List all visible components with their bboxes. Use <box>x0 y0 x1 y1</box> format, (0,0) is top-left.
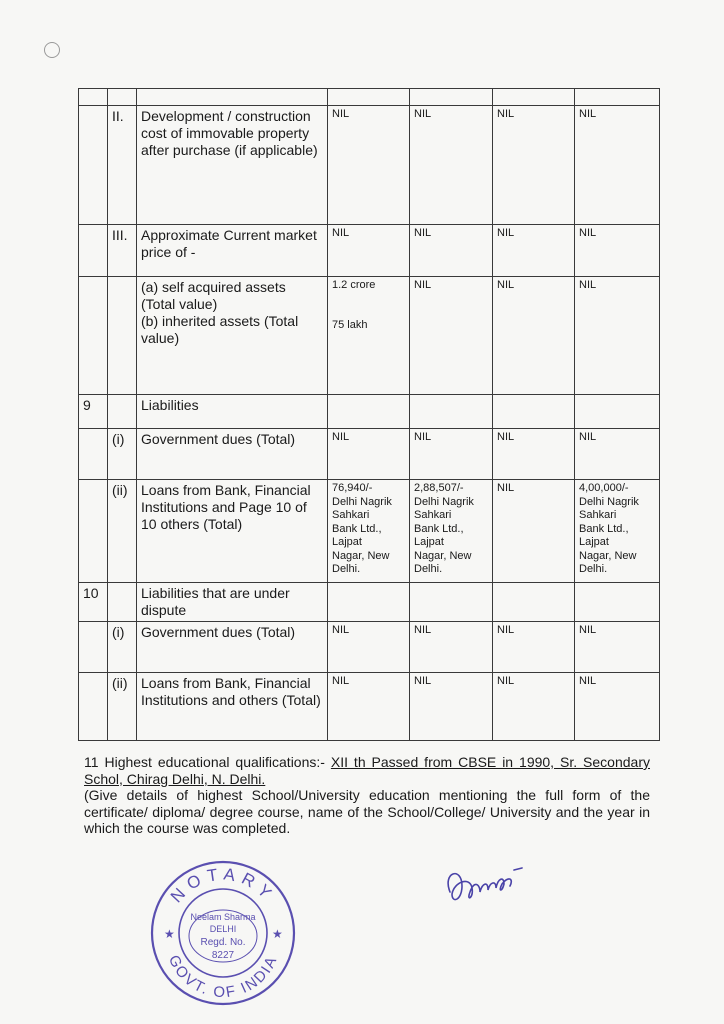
loan-value-cell: NIL <box>493 480 575 583</box>
value-cell: NIL <box>410 106 493 225</box>
value-cell: NIL <box>575 673 660 741</box>
value-cell: NIL <box>328 429 410 480</box>
row-number: (ii) <box>108 480 137 583</box>
self-acquired-value: 1.2 crore <box>332 279 376 291</box>
section-number: 9 <box>79 395 108 429</box>
row-description: Development / construction cost of immovable property after purchase (if applicable) <box>137 106 328 225</box>
section-number: 10 <box>79 583 108 622</box>
seal-reg-number: 8227 <box>211 950 235 961</box>
seal-reg-label: Regd. No. <box>200 937 246 948</box>
qualification-note: (Give details of highest School/University education mentioning the full form of the certificate/ diploma/ degree course, name of the School/College/ University and the year in which the course was completed. <box>84 787 650 836</box>
value-cell: NIL <box>493 429 575 480</box>
seal-city: DELHI <box>209 924 237 934</box>
row-description: Government dues (Total) <box>137 622 328 673</box>
svg-text:NOTARY <box>167 864 279 906</box>
value-cell: NIL <box>410 429 493 480</box>
section-title: Liabilities that are under dispute <box>137 583 328 622</box>
inherited-label: (b) inherited assets (Total value) <box>141 313 299 346</box>
value-cell: NIL <box>575 277 660 395</box>
value-cell: NIL <box>575 429 660 480</box>
qualification-answer: XII th Passed from CBSE in 1990, Sr. Secondary Schol, Chirag Delhi, N. Delhi. <box>84 754 650 787</box>
section-row <box>79 395 660 429</box>
table-row <box>79 673 660 741</box>
seal-bottom-text: GOVT. OF INDIA <box>164 952 282 1002</box>
value-cell: NIL <box>575 622 660 673</box>
row-description: Loans from Bank, Financial Institutions and Page 10 of 10 others (Total) <box>137 480 328 583</box>
seal-notary-name: Neelam Sharma <box>190 912 256 922</box>
loan-value-cell: 4,00,000/- Delhi Nagrik Sahkari Bank Ltd., Lajpat Nagar, New Delhi. <box>575 480 660 583</box>
value-cell <box>328 277 410 395</box>
value-cell: NIL <box>328 106 410 225</box>
self-acquired-label: (a) self acquired assets (Total value) <box>141 279 286 312</box>
value-cell: NIL <box>328 673 410 741</box>
inherited-value: 75 lakh <box>332 318 368 331</box>
row-number: (i) <box>108 622 137 673</box>
table-row <box>79 225 660 277</box>
value-cell: NIL <box>493 277 575 395</box>
education-qualification-section <box>84 754 650 837</box>
seal-top-text: NOTARY <box>166 864 280 907</box>
loan-value-cell: 2,88,507/- Delhi Nagrik Sahkari Bank Ltd., Lajpat Nagar, New Delhi. <box>410 480 493 583</box>
qualification-lead: 11 Highest educational qualifications:- <box>84 754 331 770</box>
value-cell: NIL <box>493 225 575 277</box>
table-row <box>79 480 660 583</box>
signature-mark <box>440 858 530 918</box>
value-cell: NIL <box>493 106 575 225</box>
table-row <box>79 429 660 480</box>
assets-liabilities-table <box>78 88 660 741</box>
row-description: Approximate Current market price of - <box>137 225 328 277</box>
row-number: (i) <box>108 429 137 480</box>
row-number: II. <box>108 106 137 225</box>
value-cell: NIL <box>493 673 575 741</box>
table-header-strip <box>79 89 660 106</box>
table-row <box>79 106 660 225</box>
value-cell: NIL <box>410 277 493 395</box>
svg-text:★: ★ <box>272 927 283 941</box>
section-row <box>79 583 660 622</box>
loan-value-cell: 76,940/- Delhi Nagrik Sahkari Bank Ltd., Lajpat Nagar, New Delhi. <box>328 480 410 583</box>
row-description: Loans from Bank, Financial Institutions and others (Total) <box>137 673 328 741</box>
table-row <box>79 277 660 395</box>
row-description <box>137 277 328 395</box>
value-cell: NIL <box>328 225 410 277</box>
value-cell: NIL <box>328 622 410 673</box>
section-title: Liabilities <box>137 395 328 429</box>
notary-seal-stamp <box>148 858 298 1008</box>
table-row <box>79 622 660 673</box>
value-cell: NIL <box>575 225 660 277</box>
value-cell: NIL <box>410 673 493 741</box>
svg-text:★: ★ <box>164 927 175 941</box>
value-cell: NIL <box>410 622 493 673</box>
punch-hole-mark <box>44 42 60 58</box>
row-number: (ii) <box>108 673 137 741</box>
value-cell: NIL <box>575 106 660 225</box>
value-cell: NIL <box>493 622 575 673</box>
value-cell: NIL <box>410 225 493 277</box>
row-number: III. <box>108 225 137 277</box>
row-description: Government dues (Total) <box>137 429 328 480</box>
